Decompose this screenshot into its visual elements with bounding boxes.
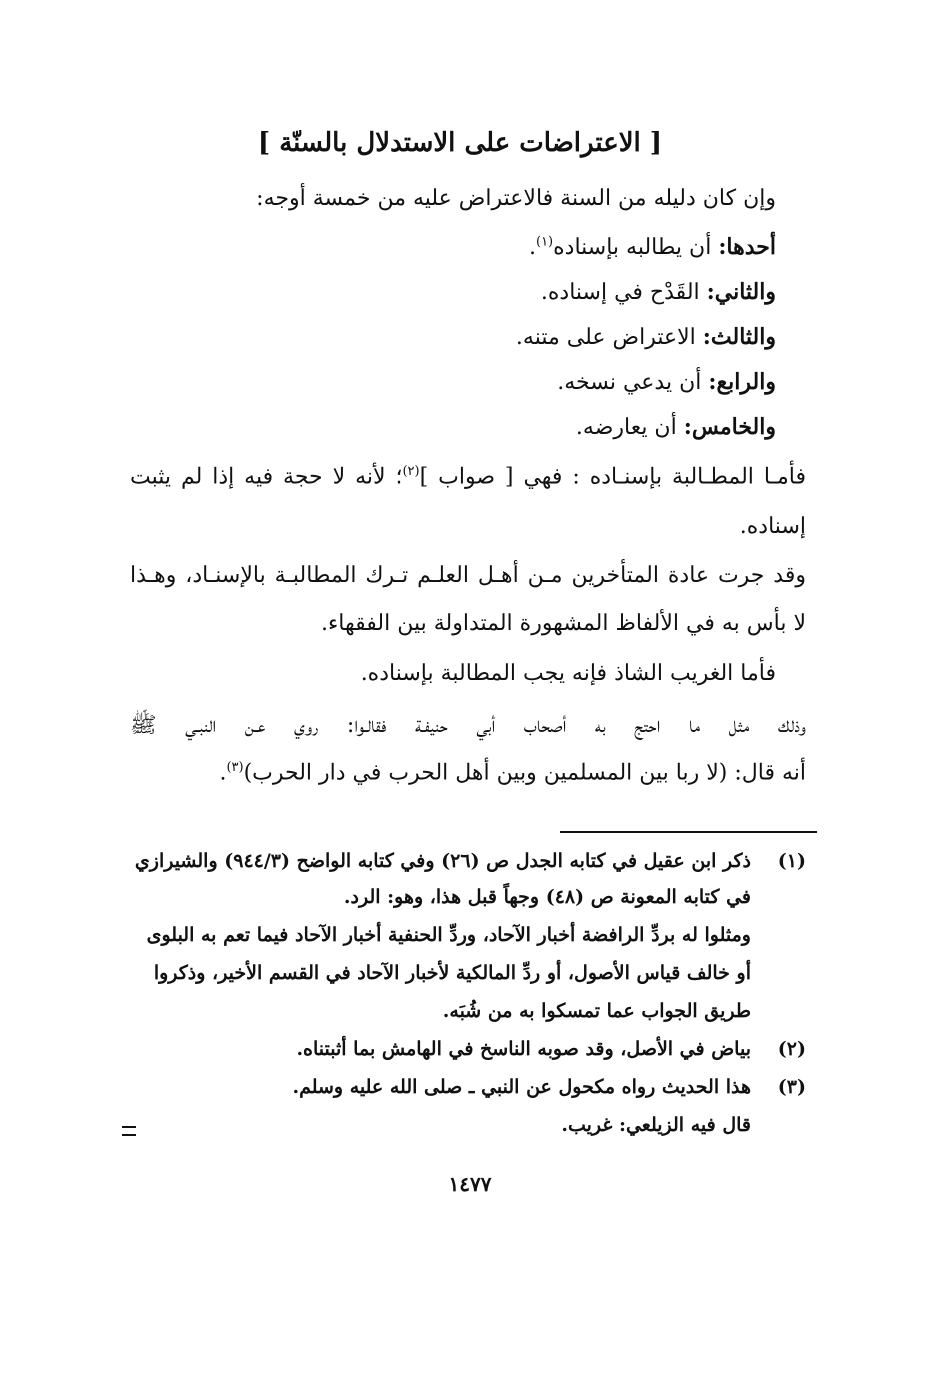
item-text: أن يدعي نسخه.: [557, 370, 709, 395]
page-number: ١٤٧٧: [448, 1172, 492, 1196]
paragraph-1-line-2: إسناده.: [739, 514, 806, 539]
paragraph-1-line-1: [130, 464, 806, 489]
item-label: والثاني:: [706, 279, 776, 305]
footnote-ref: (٣): [226, 760, 244, 775]
footnote-1-line-3: ومثلوا له بردِّ الرافضة أخبار الآحاد، وردِّ الحنفية أخبار الآحاد فيما تعم به البلوى: [146, 924, 751, 946]
footnote-number-2: (٢): [777, 1038, 806, 1060]
para-text: أنه قال: (لا ربا بين المسلمين وبين أهل الحرب في دار الحرب): [243, 760, 806, 786]
item-label: والخامس:: [683, 414, 776, 440]
objection-item-1: [529, 234, 776, 260]
footnote-3-line-2: قال فيه الزيلعي: غريب.: [561, 1114, 751, 1136]
item-end: .: [528, 235, 536, 260]
footnote-number-3: (٣): [777, 1076, 806, 1098]
continuation-mark: [122, 1126, 136, 1136]
footnote-3-line-1: هذا الحديث رواه مكحول عن النبي ـ صلى الله عليه وسلم.: [292, 1076, 751, 1098]
item-text: القَدْح في إسناده.: [540, 280, 707, 305]
footnote-1-line-1: ذكر ابن عقيل في كتابه الجدل ص (٢٦) وفي كتابه الواضح (٩٤٤/٣) والشيرازي: [134, 850, 751, 872]
footnote-1-line-2: في كتابه المعونة ص (٤٨) وجهاً قبل هذا، وهو: الرد.: [343, 886, 751, 908]
footnote-separator: [560, 831, 817, 833]
footnote-2-line-1: بياض في الأصل، وقد صوبه الناسخ في الهامش بما أثبتناه.: [296, 1038, 751, 1060]
paragraph-4-line-1: وذلك مثل ما احتج به أصحاب أبي حنيفـة فقالـوا: روي عـن النبـي ﷺ: [130, 713, 806, 738]
paragraph-2-line-1: وقد جرت عادة المتأخرين مـن أهـل العلـم تـرك المطالبـة بالإسنـاد، وهـذا: [130, 563, 806, 588]
paragraph-2-line-2: لا بأس به في الألفاظ المشهورة المتداولة بين الفقهاء.: [320, 611, 806, 636]
objection-item-2: [541, 279, 776, 305]
footnote-number-1: (١): [777, 850, 806, 872]
objection-item-5: [576, 414, 776, 440]
objection-item-4: [557, 369, 776, 395]
item-label: أحدها:: [718, 234, 776, 260]
paragraph-3: فأما الغريب الشاذ فإنه يجب المطالبة بإسناده.: [360, 661, 776, 686]
para-text: ؛ لأنه لا حجة فيه إذا لم يثبت: [130, 464, 403, 490]
item-label: والثالث:: [702, 324, 776, 350]
footnote-1-line-4: أو خالف قياس الأصول، أو ردِّ المالكية لأخبار الآحاد في القسم الأخير، وذكروا: [153, 962, 751, 984]
item-text: أن يعارضه.: [575, 415, 684, 440]
para-text: .: [219, 760, 227, 786]
para-text: فأمـا المطـالبة بإسنـاده : فهي [ صواب ]: [419, 464, 806, 490]
footnote-ref: (١): [535, 234, 554, 250]
intro-line: وإن كان دليله من السنة فالاعتراض عليه من خمسة أوجه:: [256, 186, 776, 211]
objection-item-3: [516, 324, 776, 350]
footnote-1-line-5: طريق الجواب عما تمسكوا به من شُبَه.: [442, 1000, 751, 1022]
item-text: أن يطالبه بإسناده: [553, 235, 719, 260]
footnote-ref: (٢): [402, 464, 420, 479]
paragraph-4-line-2: [219, 760, 806, 785]
item-text: الاعتراض على متنه.: [515, 325, 703, 350]
section-heading: [ الاعتراضات على الاستدلال بالسنّة ]: [257, 128, 663, 158]
item-label: والرابع:: [708, 369, 776, 395]
